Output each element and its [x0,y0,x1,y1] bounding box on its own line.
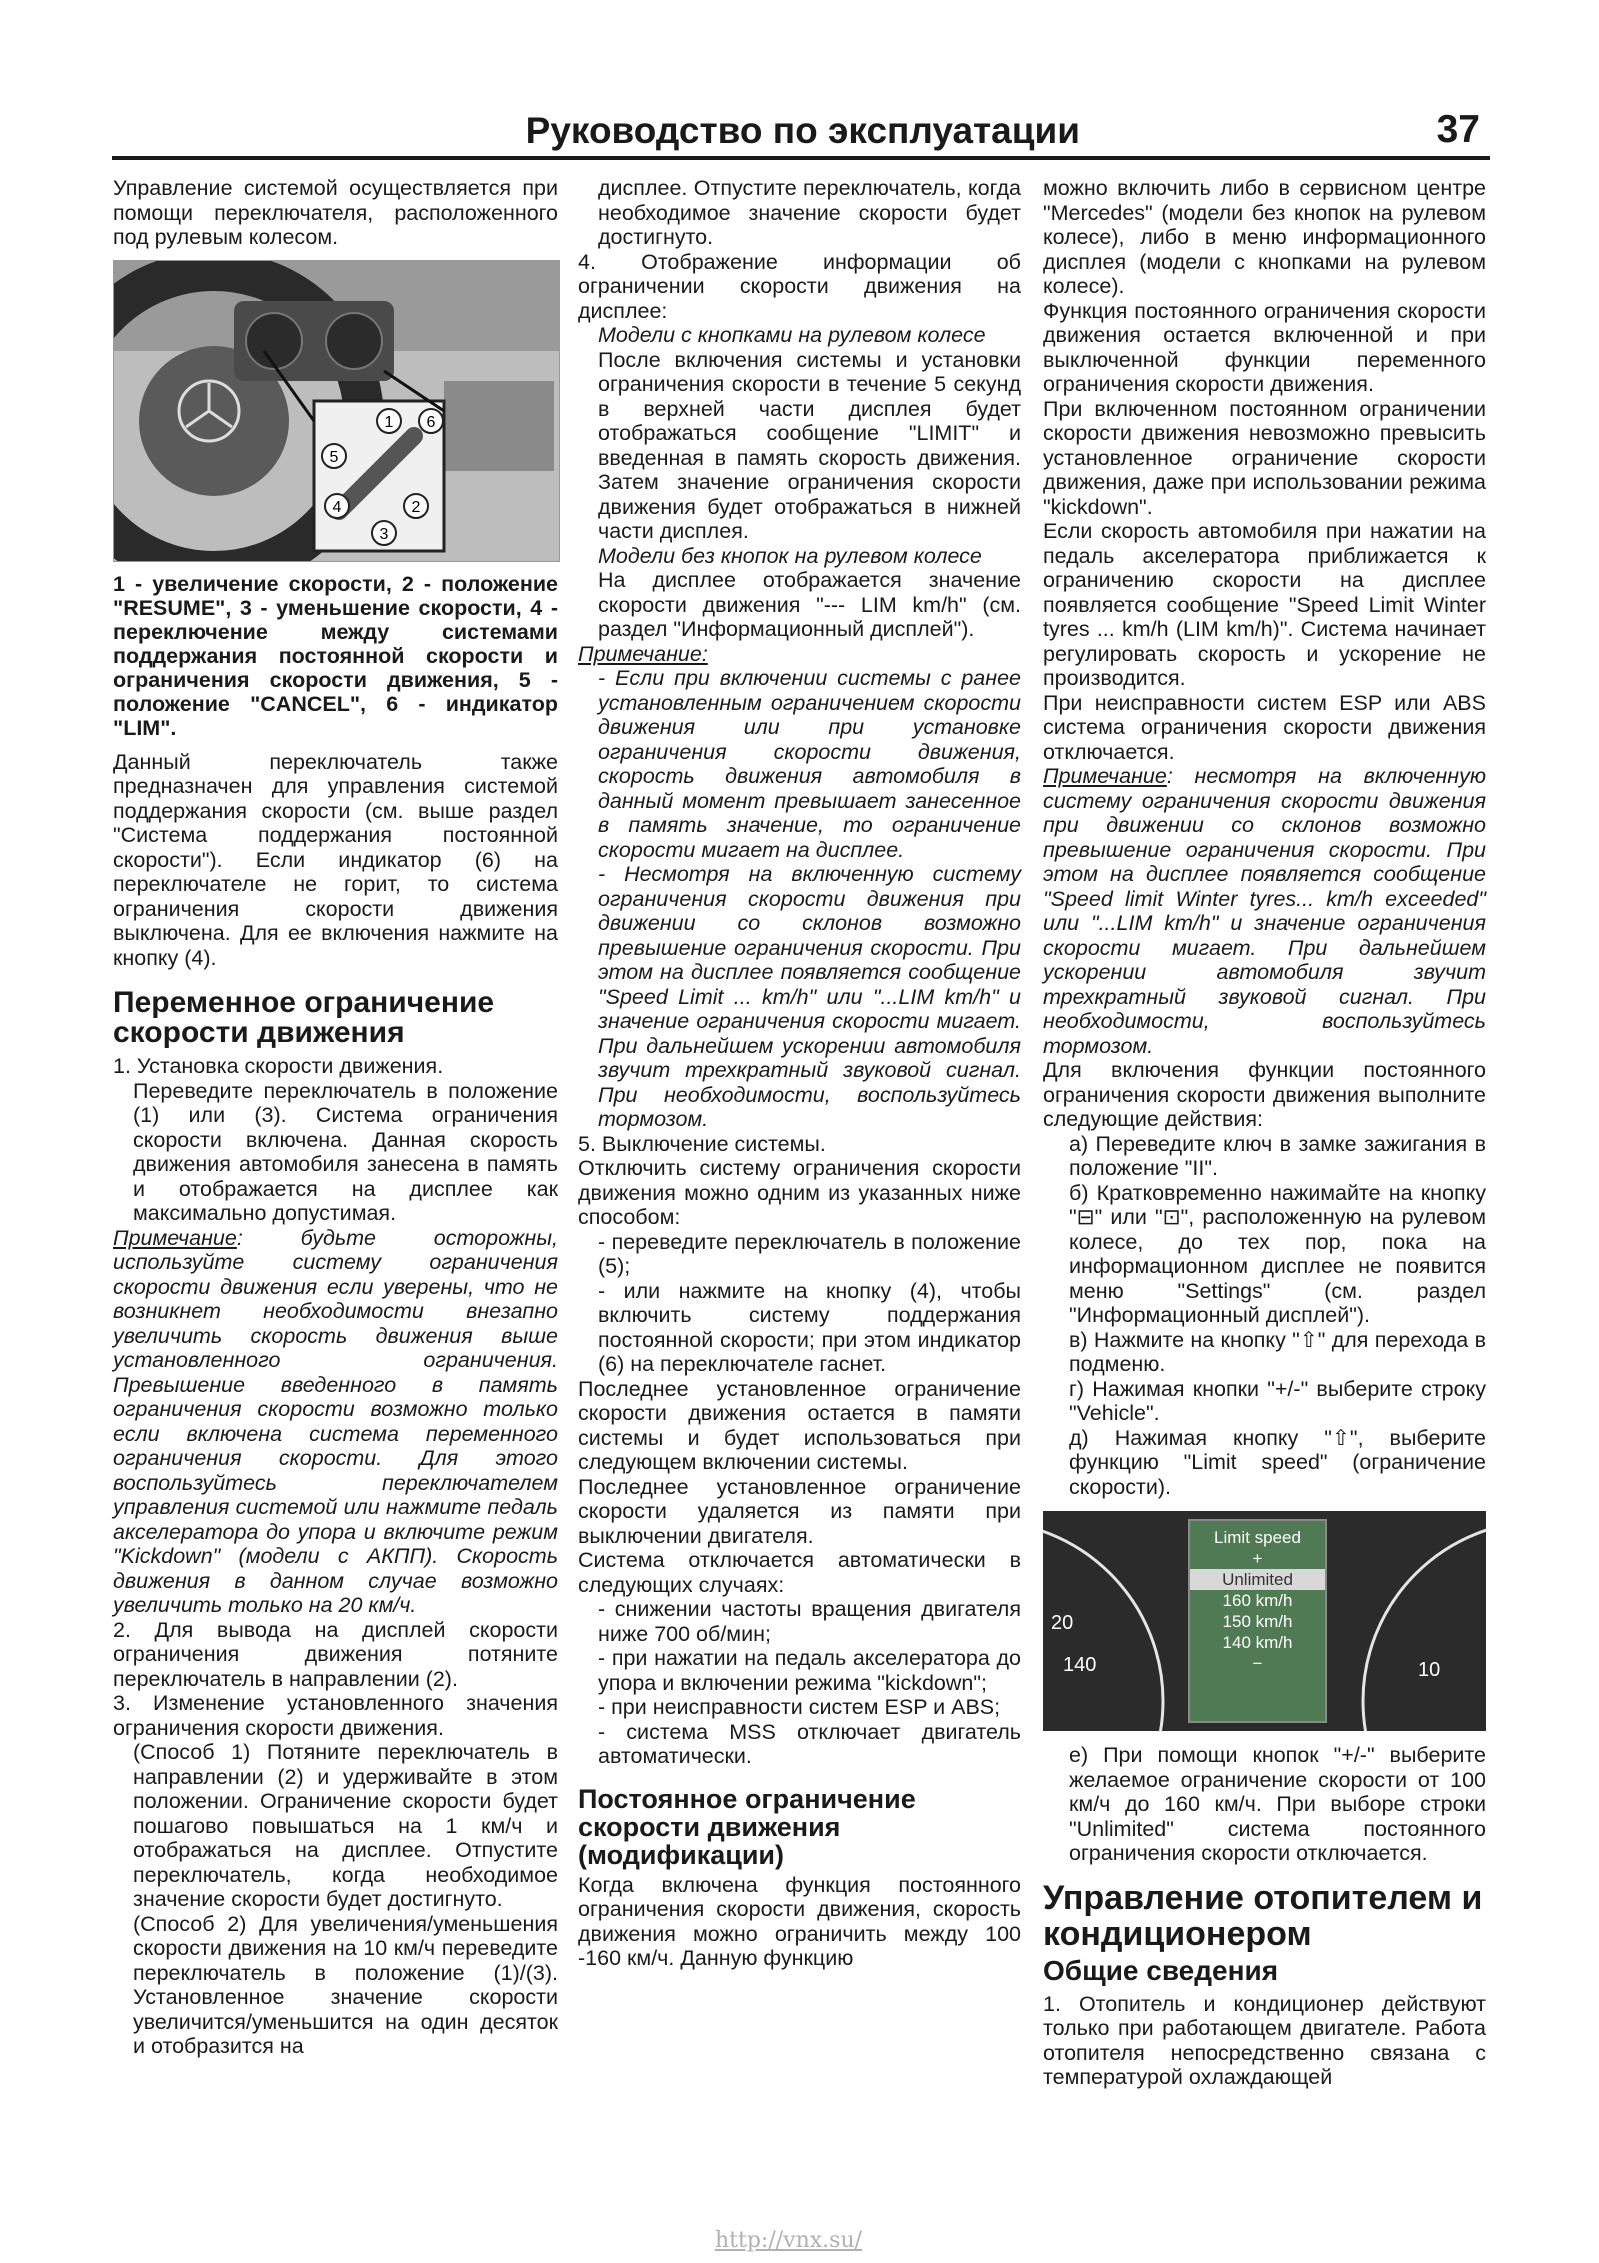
paragraph: Если скорость автомобиля при нажатии на педаль акселератора приближается к ограничению скорости на дисплее появляется сообщение "Speed Limit Winter tyres ... km/h (LIM km/h)". Система начинает регулировать скорость и ускорение не производится. [1043,519,1486,690]
menu-option: 150 km/h [1222,1612,1293,1631]
subheading-without-buttons: Модели без кнопок на рулевом колесе [598,543,982,568]
list-item: 2. Для вывода на дисплей скорости ограничения движения потяните переключатель в направлении (2). [113,1617,558,1691]
figure-label-1: 1 [384,413,394,431]
note-label: Примечание [113,1225,237,1250]
footer-url[interactable]: http://vnx.su/ [715,2228,863,2253]
subheading-with-buttons: Модели с кнопками на рулевом колесе [598,323,986,347]
step: а) Переведите ключ в замке зажигания в положение "II". [1069,1131,1486,1180]
section-heading-heater: Управление отопителем и кондиционером [1043,1878,1483,1953]
step: е) При помощи кнопок "+/-" выберите желаемое ограничение скорости от 100 км/ч до 160 км/ч. При выборе строки "Unlimited" система постоянного ограничения скорости отключается. [1069,1743,1486,1865]
section-heading-constant-limit: Постоянное ограничение скорости движения (модификации) [578,1783,916,1870]
menu-option: 160 km/h [1222,1591,1293,1610]
note [113,1226,558,1618]
note-label: Примечание: [578,641,708,666]
plus-icon: + [1252,1549,1263,1568]
gauge-left-label: 20 [1051,1612,1074,1634]
steering-wheel-illustration [114,261,559,561]
subheading-general: Общие сведения [1043,1954,1279,1986]
note [1043,764,1486,1058]
figure-label-2: 2 [411,498,421,516]
step: б) Кратковременно нажимайте на кнопку "⊟" или "⊡", расположенную на рулевом колесе, до тех пор, пока на информационном дисплее не появится меню "Settings" (см. раздел "Информационный дисплей"). [1069,1180,1486,1327]
list-item: 1. Установка скорости движения. [113,1054,444,1078]
paragraph: После включения системы и установки ограничения скорости в течение 5 секунд в верхней части дисплея будет отображаться сообщение "LIMIT" и введенная в память скорость движения. Затем значение ограничения скорости движения будет отображаться в нижней части дисплея. [598,347,1021,543]
column-2 [578,176,1021,1971]
menu-option: 140 km/h [1222,1633,1293,1652]
method-2: (Способ 2) Для увеличения/уменьшения скорости движения на 10 км/ч переведите переключатель в положение (1)/(3). Установленное значение скорости увеличится/уменьшится на один десяток и отобразится на [133,1911,558,2058]
paragraph: Последнее установленное ограничение скорости удаляется из памяти при выключении двигателя. [578,1474,1021,1548]
paragraph: Система отключается автоматически в следующих случаях: [578,1548,1021,1597]
list-item: - или нажмите на кнопку (4), чтобы включить систему поддержания постоянной скорости; при этом индикатор (6) на переключателе гаснет. [598,1278,1021,1376]
column-1 [113,176,558,2059]
paragraph: Отключить систему ограничения скорости движения можно одним из указанных ниже способом: [578,1156,1021,1229]
paragraph: дисплее. Отпустите переключатель, когда необходимое значение скорости будет достигнуто. [598,176,1021,249]
figure-label-4: 4 [332,498,342,516]
menu-title: Limit speed [1214,1528,1301,1547]
page-header [112,108,1490,160]
page-number: 37 [1436,108,1480,151]
column-3 [1043,176,1486,2090]
list-item: - снижении частоты вращения двигателя ниже 700 об/мин; [598,1597,1021,1646]
figure-label-3: 3 [379,525,389,543]
list-item: 4. Отображение информации об ограничении скорости движения на дисплее: [578,249,1021,323]
step: д) Нажимая кнопку "⇧", выберите функцию "Limit speed" (ограничение скорости). [1069,1425,1486,1499]
paragraph: При включенном постоянном ограничении скорости движения невозможно превысить установленное ограничение скорости движения, даже при использовании режима "kickdown". [1043,396,1486,519]
note-item: - Если при включении системы с ранее установленным ограничением скорости движения или при установке ограничения скорости движения, скорость движения автомобиля в данный момент превышает занесенное в память значение, то ограничение скорости мигает на дисплее. [598,666,1021,862]
list-item: 3. Изменение установленного значения ограничения скорости движения. [113,1691,558,1740]
list-item: - при нажатии на педаль акселератора до упора и включении режима "kickdown"; [598,1646,1021,1695]
paragraph: 1. Отопитель и кондиционер действуют только при работающем двигателе. Работа отопителя непосредственно связана с температурой охлаждающей [1043,1991,1486,2089]
step: г) Нажимая кнопки "+/-" выберите строку "Vehicle". [1069,1376,1486,1425]
paragraph: Когда включена функция постоянного ограничения скорости движения, скорость движения можно ограничить между 100 -160 км/ч. Данную функцию [578,1872,1021,1970]
paragraph: Функция постоянного ограничения скорости движения остается включенной и при выключенной функции переменного ограничения скорости движения. [1043,298,1486,396]
figure-label-5: 5 [329,448,339,466]
menu-option-selected: Unlimited [1190,1569,1325,1590]
paragraph: Для включения функции постоянного ограничения скорости движения выполните следующие действия: [1043,1058,1486,1131]
paragraph: При неисправности систем ESP или ABS система ограничения скорости движения отключается. [1043,690,1486,764]
gauge-left-label: 140 [1063,1654,1097,1676]
list-item: - система MSS отключает двигатель автоматически. [598,1719,1021,1768]
figure-caption: 1 - увеличение скорости, 2 - положение "RESUME", 3 - уменьшение скорости, 4 - переключение между системами поддержания постоянной скорости и ограничения скорости движения, 5 - положение "CANCEL", 6 - индикатор "LIM". [113,571,558,740]
note-label: Примечание [1043,764,1167,788]
limit-speed-menu [1188,1519,1327,1723]
note-item: - Несмотря на включенную систему ограничения скорости движения при движении со склонов возможно превышение ограничения скорости. При этом на дисплее появляется сообщение "Speed Limit ... km/h" или "...LIM km/h" и значение ограничения скорости мигает. При дальнейшем ускорении автомобиля звучит трехкратный звуковой сигнал. При необходимости, воспользуйтесь тормозом. [598,862,1021,1131]
minus-icon: − [1252,1654,1263,1673]
header-title: Руководство по эксплуатации [525,110,1080,151]
list-item: 5. Выключение системы. [578,1131,826,1156]
paragraph: можно включить либо в сервисном центре "Mercedes" (модели без кнопок на рулевом колесе), либо в меню информационного дисплея (модели с кнопками на рулевом колесе). [1043,176,1486,298]
paragraph: Последнее установленное ограничение скорости движения остается в памяти системы и будет использоваться при следующем включении системы. [578,1376,1021,1474]
steering-switch-photo [113,260,560,562]
note-text: : будьте осторожны, используйте систему ограничения скорости движения если уверены, что не возникнет необходимости внезапно увеличить скорость движения выше установленного ограничения. Превышение введенного в память ограничения скорости возможно только если включена система переменного ограничения скорости. Для этого воспользуйтесь переключателем управления системой или нажмите педаль акселератора до упора и включите режим "Kickdown" (модели с АКПП). Скорость движения в данном случае возможно увеличить только на 20 км/ч. [113,1225,558,1617]
paragraph: Данный переключатель также предназначен для управления системой поддержания скорости (см. выше раздел "Система поддержания постоянной скорости"). Если индикатор (6) на переключателе не горит, то система ограничения скорости движения выключена. Для ее включения нажмите на кнопку (4). [113,749,558,970]
paragraph: На дисплее отображается значение скорости движения "--- LIM km/h" (см. раздел "Информационный дисплей"). [598,568,1021,641]
list-item: - при неисправности систем ESP и ABS; [598,1695,1001,1719]
note-text: : несмотря на включенную систему ограничения скорости движения при движении со склонов возможно превышение ограничения скорости. При этом на дисплее появляется сообщение "Speed limit Winter tyres... km/h exceeded" или "...LIM km/h" и значение ограничения скорости мигает. При дальнейшем ускорении автомобиля звучит трехкратный звуковой сигнал. При необходимости, воспользуйтесь тормозом. [1043,764,1486,1058]
step: в) Нажмите на кнопку "⇧" для перехода в подменю. [1069,1327,1486,1376]
gauge-right-label: 10 [1418,1659,1441,1681]
section-heading-variable-limit: Переменное ограничение скорости движения [113,986,495,1049]
intro-paragraph: Управление системой осуществляется при помощи переключателя, расположенного под рулевым колесом. [113,176,558,249]
list-item-text: Переведите переключатель в положение (1) или (3). Система ограничения скорости включена. Данная скорость движения автомобиля занесена в память и отображается на дисплее как максимально допустимая. [133,1078,558,1225]
list-item: - переведите переключатель в положение (5); [598,1229,1021,1278]
method-1: (Способ 1) Потяните переключатель в направлении (2) и удерживайте в этом положении. Ограничение скорости будет пошагово повышаться на 1 км/ч и отображаться на дисплее. Отпустите переключатель, когда необходимое значение скорости будет достигнуто. [133,1740,558,1911]
instrument-cluster-display [1043,1511,1486,1731]
figure-label-6: 6 [426,413,436,431]
